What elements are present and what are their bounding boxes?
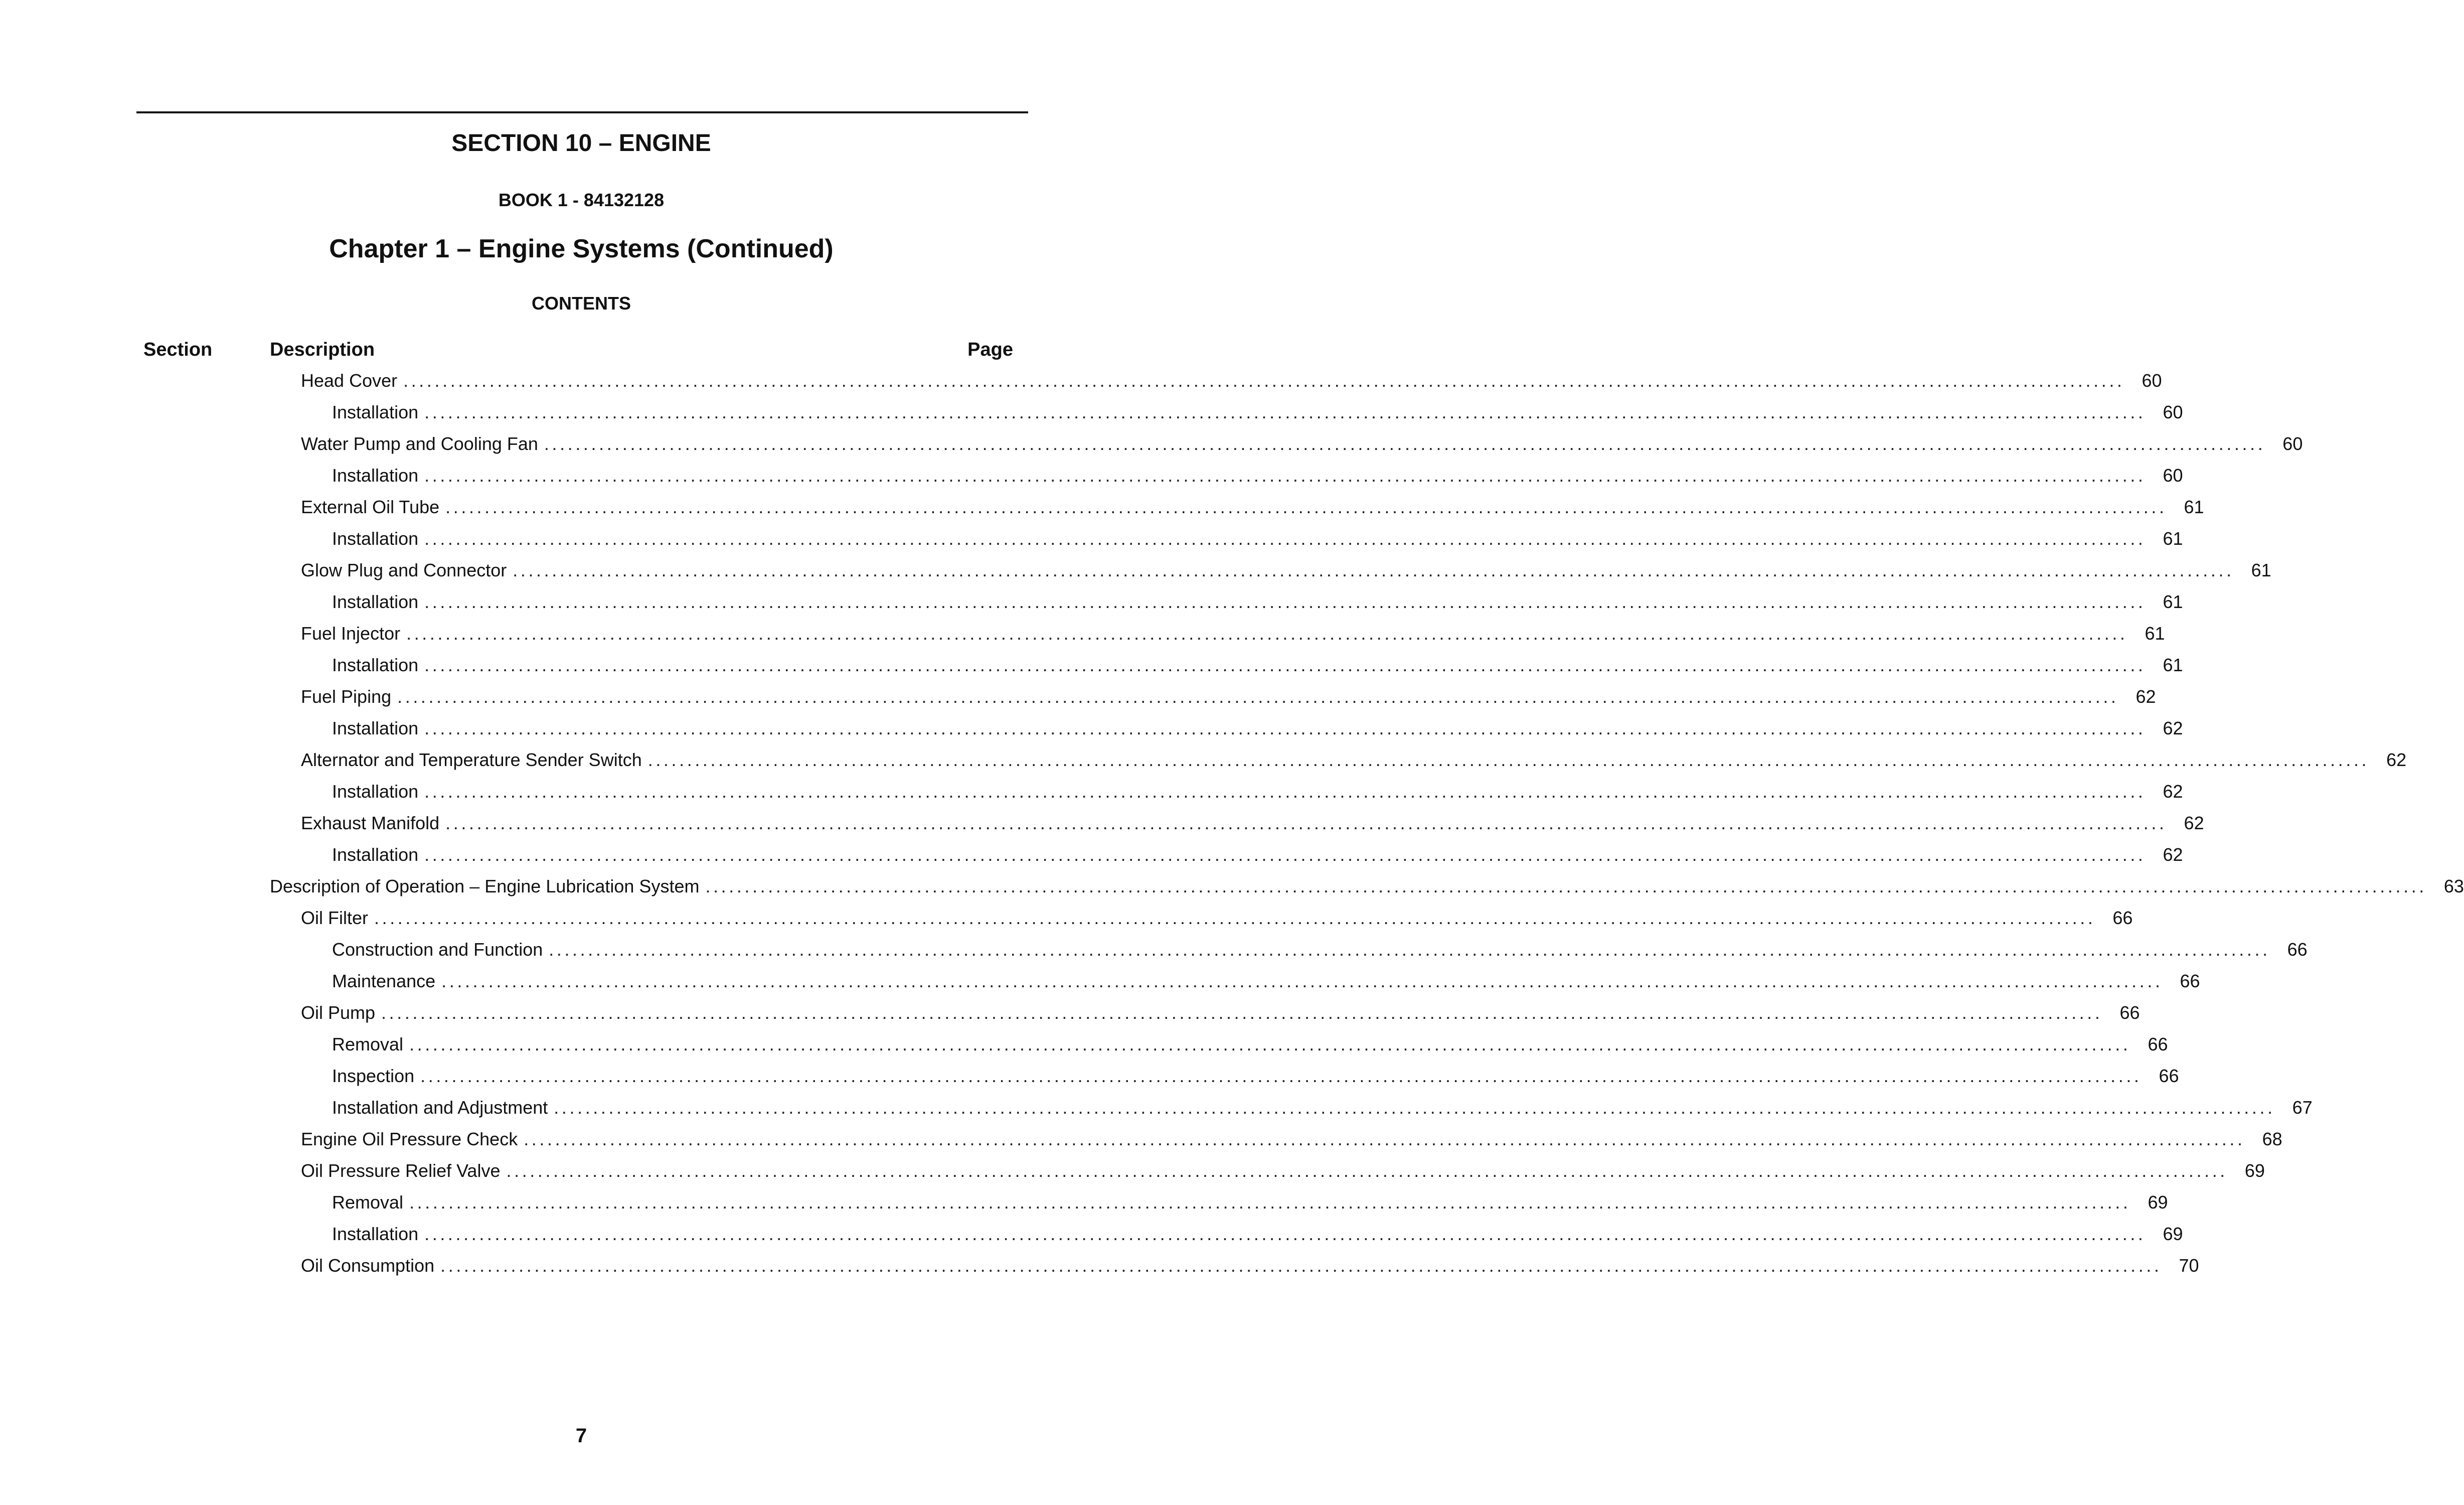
dot-leader: ............................................................................................................................................................................................................................ — [424, 465, 2146, 486]
dot-leader: ............................................................................................................................................................................................................................ — [506, 1160, 2228, 1181]
toc-entry — [332, 400, 2183, 425]
dot-leader: ............................................................................................................................................................................................................................ — [544, 433, 2266, 454]
toc-entry-label: Oil Pressure Relief Valve — [301, 1160, 501, 1181]
toc-entry — [332, 779, 2183, 804]
toc-entry-page: 66 — [2119, 1002, 2140, 1023]
toc-entry-label: Fuel Injector — [301, 623, 401, 644]
dot-leader: ............................................................................................................................................................................................................................ — [705, 876, 2427, 896]
column-header-page: Page — [967, 339, 1013, 360]
toc-entry — [301, 495, 2204, 520]
dot-leader: ............................................................................................................................................................................................................................ — [647, 749, 2370, 770]
dot-leader: ............................................................................................................................................................................................................................ — [424, 591, 2146, 612]
toc-entry-page: 61 — [2184, 497, 2204, 517]
toc-entry-page: 69 — [2163, 1224, 2183, 1244]
section-title: SECTION 10 – ENGINE — [451, 130, 711, 157]
toc-entry-label: Construction and Function — [332, 939, 543, 960]
column-header-description: Description — [270, 339, 375, 360]
toc-entry-page: 61 — [2163, 591, 2183, 612]
toc-entry-page: 62 — [2136, 686, 2156, 707]
toc-entry — [332, 526, 2183, 551]
contents-title: CONTENTS — [532, 293, 631, 314]
toc-entry-label: Removal — [332, 1034, 404, 1055]
toc-entry-label: Installation — [332, 781, 419, 802]
toc-entry-page: 62 — [2163, 718, 2183, 738]
dot-leader: ............................................................................................................................................................................................................................ — [424, 781, 2146, 802]
toc-entry-page: 61 — [2145, 623, 2165, 644]
toc-entry-page: 66 — [2148, 1034, 2168, 1055]
toc-entry-page: 66 — [2112, 908, 2133, 928]
toc-entry — [332, 969, 2200, 994]
dot-leader: ............................................................................................................................................................................................................................ — [424, 402, 2146, 422]
dot-leader: ............................................................................................................................................................................................................................ — [406, 623, 2128, 644]
toc-entry-label: Alternator and Temperature Sender Switch — [301, 749, 642, 770]
toc-entry-label: Installation — [332, 465, 419, 486]
dot-leader: ............................................................................................................................................................................................................................ — [381, 1002, 2103, 1023]
toc-entry — [332, 589, 2183, 615]
toc-entry — [301, 431, 2303, 457]
chapter-title: Chapter 1 – Engine Systems (Continued) — [329, 234, 834, 263]
toc-entry-label: Engine Oil Pressure Check — [301, 1129, 518, 1149]
toc-entry-page: 63 — [2443, 876, 2464, 896]
toc-entry-page: 61 — [2251, 560, 2271, 580]
toc-entry-page: 67 — [2292, 1097, 2313, 1118]
toc-entry-page: 60 — [2282, 433, 2303, 454]
toc-entry — [301, 684, 2156, 709]
toc-entry-label: Installation — [332, 528, 419, 549]
dot-leader: ............................................................................................................................................................................................................................ — [420, 1066, 2142, 1086]
toc-entry — [270, 874, 2464, 899]
toc-entry-page: 62 — [2163, 844, 2183, 865]
toc-entry-label: Description of Operation – Engine Lubrication System — [270, 876, 700, 896]
toc-entry-label: Installation — [332, 718, 419, 738]
toc-entry-label: Maintenance — [332, 971, 436, 991]
toc-entry-label: Oil Pump — [301, 1002, 376, 1023]
toc-entry-label: Installation — [332, 591, 419, 612]
toc-entry — [301, 1127, 2282, 1152]
toc-entry — [332, 1032, 2168, 1057]
toc-entry-label: Oil Consumption — [301, 1255, 435, 1276]
toc-entry-page: 68 — [2262, 1129, 2282, 1149]
toc-entry-label: Installation — [332, 844, 419, 865]
toc-entry-label: Fuel Piping — [301, 686, 392, 707]
toc-entry — [332, 842, 2183, 867]
toc-entry-page: 69 — [2148, 1192, 2168, 1213]
dot-leader: ............................................................................................................................................................................................................................ — [445, 497, 2167, 517]
toc-entry — [332, 1190, 2168, 1215]
toc-entry — [301, 368, 2162, 393]
toc-entry-page: 60 — [2142, 370, 2162, 391]
toc-entry — [332, 1095, 2313, 1120]
toc-entry-label: Water Pump and Cooling Fan — [301, 433, 538, 454]
toc-entry-label: Exhaust Manifold — [301, 813, 440, 833]
toc-entry — [301, 1000, 2140, 1025]
toc-entry-page: 66 — [2180, 971, 2200, 991]
dot-leader: ............................................................................................................................................................................................................................ — [440, 1255, 2162, 1276]
dot-leader: ............................................................................................................................................................................................................................ — [424, 1224, 2146, 1244]
dot-leader: ............................................................................................................................................................................................................................ — [397, 686, 2119, 707]
dot-leader: ............................................................................................................................................................................................................................ — [374, 908, 2096, 928]
toc-entry — [301, 1253, 2199, 1278]
top-rule — [136, 111, 1028, 113]
dot-leader: ............................................................................................................................................................................................................................ — [424, 655, 2146, 675]
toc-entry-page: 66 — [2287, 939, 2308, 960]
dot-leader: ............................................................................................................................................................................................................................ — [524, 1129, 2245, 1149]
toc-entry — [332, 463, 2183, 488]
toc-entry — [332, 716, 2183, 741]
toc-entry-page: 61 — [2163, 655, 2183, 675]
dot-leader: ............................................................................................................................................................................................................................ — [513, 560, 2234, 580]
page-number: 7 — [575, 1425, 587, 1447]
toc-entry — [301, 906, 2133, 931]
column-header-section: Section — [143, 339, 213, 360]
toc-entry — [301, 747, 2407, 773]
toc-entry-page: 62 — [2163, 781, 2183, 802]
toc-entry — [301, 1158, 2265, 1183]
toc-entry — [332, 1222, 2183, 1247]
dot-leader: ............................................................................................................................................................................................................................ — [424, 844, 2146, 865]
toc-entry-label: Inspection — [332, 1066, 415, 1086]
dot-leader: ............................................................................................................................................................................................................................ — [441, 971, 2163, 991]
toc-entry-label: Installation — [332, 402, 419, 422]
book-title: BOOK 1 - 84132128 — [498, 190, 665, 210]
toc-entry-label: Removal — [332, 1192, 404, 1213]
toc-entry-label: External Oil Tube — [301, 497, 440, 517]
toc-entry-label: Installation — [332, 655, 419, 675]
toc-entry-page: 69 — [2244, 1160, 2265, 1181]
toc-entry-page: 62 — [2184, 813, 2204, 833]
toc-entry-label: Oil Filter — [301, 908, 368, 928]
dot-leader: ............................................................................................................................................................................................................................ — [554, 1097, 2275, 1118]
toc-entry-label: Glow Plug and Connector — [301, 560, 507, 580]
toc-entry — [301, 621, 2165, 646]
toc-entry — [332, 653, 2183, 678]
toc-entry-page: 60 — [2163, 465, 2183, 486]
toc-entry — [301, 558, 2271, 583]
toc-entry — [301, 811, 2204, 836]
toc-entry-page: 70 — [2179, 1255, 2199, 1276]
toc-entry-label: Head Cover — [301, 370, 398, 391]
toc-entry-page: 62 — [2386, 749, 2407, 770]
toc-entry-page: 60 — [2163, 402, 2183, 422]
toc-entry-page: 61 — [2163, 528, 2183, 549]
toc-entry — [332, 937, 2308, 962]
toc-entry — [332, 1064, 2179, 1089]
dot-leader: ............................................................................................................................................................................................................................ — [424, 528, 2146, 549]
dot-leader: ............................................................................................................................................................................................................................ — [424, 718, 2146, 738]
dot-leader: ............................................................................................................................................................................................................................ — [549, 939, 2270, 960]
dot-leader: ............................................................................................................................................................................................................................ — [409, 1034, 2131, 1055]
dot-leader: ............................................................................................................................................................................................................................ — [409, 1192, 2131, 1213]
toc-entry-page: 66 — [2159, 1066, 2179, 1086]
toc-entry-label: Installation and Adjustment — [332, 1097, 548, 1118]
dot-leader: ............................................................................................................................................................................................................................ — [445, 813, 2167, 833]
dot-leader: ............................................................................................................................................................................................................................ — [403, 370, 2125, 391]
toc-entry-label: Installation — [332, 1224, 419, 1244]
